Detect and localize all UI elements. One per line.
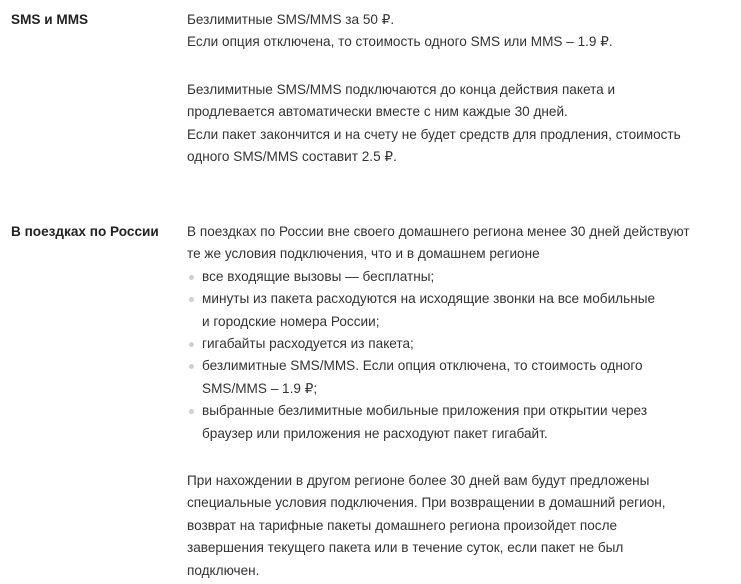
paragraph xyxy=(187,79,681,169)
list-item xyxy=(187,355,690,400)
text-line: минуты из пакета расходуются на исходящие звонки на все мобильные xyxy=(202,291,656,307)
bullet-icon xyxy=(189,275,194,280)
paragraph xyxy=(187,221,690,445)
list-item xyxy=(187,288,690,333)
text-line: продлевается автоматически вместе с ним каждые 30 дней. xyxy=(187,104,568,120)
text-line: подключен. xyxy=(187,562,260,578)
text-line: SMS/MMS – 1.9 ₽; xyxy=(202,380,318,396)
bullet-icon xyxy=(189,297,194,302)
paragraph xyxy=(187,9,613,54)
section-title: SMS и MMS xyxy=(11,12,89,27)
text-line: одного SMS/MMS составит 2.5 ₽. xyxy=(187,149,397,165)
text-line: выбранные безлимитные мобильные приложения при открытии через xyxy=(202,403,648,419)
bullet-icon xyxy=(189,342,194,347)
section-title: В поездках по России xyxy=(11,224,159,239)
text-line: завершения текущего пакета или в течение суток, если пакет не был xyxy=(187,540,624,556)
text-line: Если опция отключена, то стоимость одного SMS или MMS – 1.9 ₽. xyxy=(187,34,613,50)
text-line: и городские номера России; xyxy=(202,313,380,329)
text-line: Безлимитные SMS/MMS за 50 ₽. xyxy=(187,12,395,27)
text-line: все входящие вызовы — бесплатны; xyxy=(202,268,435,284)
list-item xyxy=(187,400,690,445)
text-line: Если пакет закончится и на счету не будет средств для продления, стоимость xyxy=(187,126,681,142)
text-line: При нахождении в другом регионе более 30 дней вам будут предложены xyxy=(187,473,650,488)
list-item xyxy=(187,333,690,355)
bullet-icon xyxy=(189,364,194,369)
list-item xyxy=(187,266,690,288)
text-line: В поездках по России вне своего домашнего региона менее 30 дней действуют xyxy=(187,224,690,239)
text-line: те же условия подключения, что и в домашнем регионе xyxy=(187,246,540,262)
text-line: специальные условия подключения. При возвращении в домашний регион, xyxy=(187,495,666,511)
bullet-icon xyxy=(189,409,194,414)
text-line: безлимитные SMS/MMS. Если опция отключена, то стоимость одного xyxy=(202,358,643,374)
paragraph xyxy=(187,470,666,582)
text-line: браузер или приложения не расходуют пакет гигабайт. xyxy=(202,425,548,441)
bullet-list xyxy=(187,266,690,445)
text-line: гигабайты расходуется из пакета; xyxy=(202,336,414,352)
text-line: Безлимитные SMS/MMS подключаются до конца действия пакета и xyxy=(187,82,616,97)
text-line: возврат на тарифные пакеты домашнего региона произойдет после xyxy=(187,517,618,533)
